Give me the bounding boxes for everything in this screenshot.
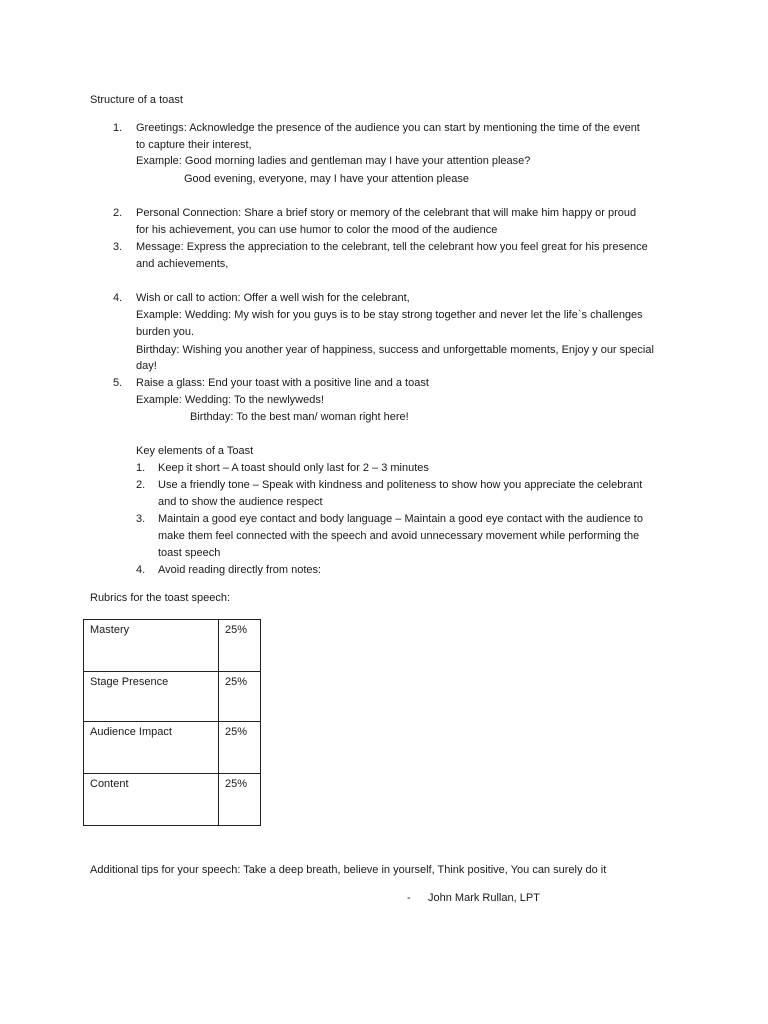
structure-item-1-example-2: Good evening, everyone, may I have your attention please <box>184 173 469 185</box>
rubric-criterion: Audience Impact <box>84 722 219 774</box>
key-element-2-text-cont: and to show the audience respect <box>158 496 323 508</box>
rubric-weight: 25% <box>219 722 261 774</box>
structure-item-2-text-cont: for his achievement, you can use humor to color the mood of the audience <box>136 224 498 236</box>
rubric-weight: 25% <box>219 620 261 672</box>
rubrics-row <box>84 774 261 826</box>
rubric-criterion: Mastery <box>84 620 219 672</box>
rubrics-row <box>84 672 261 722</box>
structure-item-3-text: Message: Express the appreciation to the celebrant, tell the celebrant how you feel great for his presence <box>136 241 648 253</box>
key-element-1-number: 1. <box>136 462 146 474</box>
key-element-3-text: Maintain a good eye contact and body language – Maintain a good eye contact with the audience to <box>158 513 643 525</box>
structure-item-5-example-wedding: Example: Wedding: To the newlyweds! <box>136 394 324 406</box>
key-element-3-text-cont-2: toast speech <box>158 547 221 559</box>
key-element-3-text-cont: make them feel connected with the speech and avoid unnecessary movement while performing the <box>158 530 640 542</box>
structure-item-1-text: Greetings: Acknowledge the presence of the audience you can start by mentioning the time of the event <box>136 122 640 134</box>
structure-item-4-example-birthday: Birthday: Wishing you another year of happiness, success and unforgettable moments, Enjoy y our special <box>136 344 654 356</box>
key-element-2-text: Use a friendly tone – Speak with kindness and politeness to show how you appreciate the celebrant <box>158 479 643 491</box>
document-title: Structure of a toast <box>90 94 183 106</box>
structure-item-4-text: Wish or call to action: Offer a well wish for the celebrant, <box>136 292 410 304</box>
rubric-criterion: Stage Presence <box>84 672 219 722</box>
structure-item-2-number: 2. <box>113 207 123 219</box>
structure-item-4-example-wedding-cont: burden you. <box>136 326 195 338</box>
structure-item-5-number: 5. <box>113 377 123 389</box>
rubric-weight: 25% <box>219 672 261 722</box>
structure-item-4-number: 4. <box>113 292 123 304</box>
key-element-4-number: 4. <box>136 564 146 576</box>
key-element-2-number: 2. <box>136 479 146 491</box>
rubrics-row <box>84 722 261 774</box>
structure-item-4-example-wedding: Example: Wedding: My wish for you guys is to be stay strong together and never let the life`s challenges <box>136 309 643 321</box>
structure-item-1-text-cont: to capture their interest, <box>136 139 252 151</box>
key-element-3-number: 3. <box>136 513 146 525</box>
rubric-weight: 25% <box>219 774 261 826</box>
structure-item-2-text: Personal Connection: Share a brief story or memory of the celebrant that will make him happy or proud <box>136 207 637 219</box>
structure-item-1-example: Example: Good morning ladies and gentleman may I have your attention please? <box>136 155 531 167</box>
structure-item-3-number: 3. <box>113 241 123 253</box>
structure-item-4-example-birthday-cont: day! <box>136 360 157 372</box>
structure-item-3-text-cont: and achievements, <box>136 258 229 270</box>
key-element-1-text: Keep it short – A toast should only last for 2 – 3 minutes <box>158 462 429 474</box>
rubrics-heading: Rubrics for the toast speech: <box>90 592 231 604</box>
structure-item-5-text: Raise a glass: End your toast with a positive line and a toast <box>136 377 429 389</box>
rubrics-row <box>84 620 261 672</box>
signature-dash: - <box>407 892 411 904</box>
key-elements-heading: Key elements of a Toast <box>136 445 254 457</box>
structure-item-1-number: 1. <box>113 122 123 134</box>
rubrics-table <box>83 619 261 826</box>
structure-item-5-example-birthday: Birthday: To the best man/ woman right here! <box>190 411 409 423</box>
additional-tips: Additional tips for your speech: Take a deep breath, believe in yourself, Think positive, You can surely do it <box>90 864 607 876</box>
key-element-4-text: Avoid reading directly from notes: <box>158 564 322 576</box>
signature-name: John Mark Rullan, LPT <box>428 892 540 904</box>
rubric-criterion: Content <box>84 774 219 826</box>
